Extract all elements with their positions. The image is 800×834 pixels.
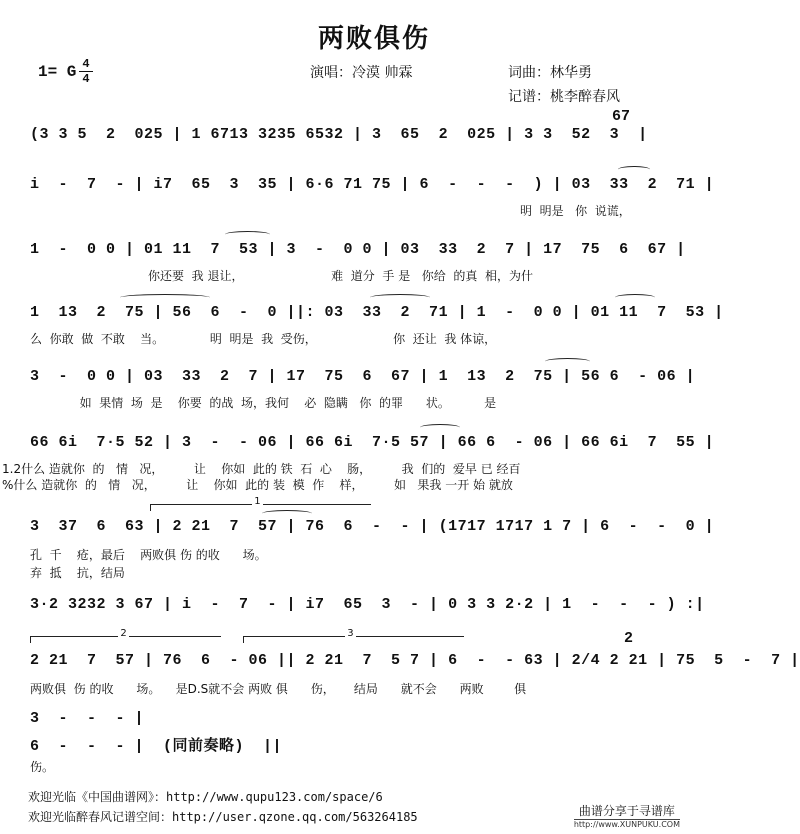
lyric-line: 么 你敢 做 不敢 当。 明 明是 我 受伤， 你 还让 我 体谅， [30,332,497,346]
lyric-line: 明 明是 你 说谎， [520,204,631,218]
tie-mark [120,294,210,301]
notation-line: 6 - - - | (同前奏略) || [30,738,283,755]
lyric-line: 伤。 [30,760,55,774]
tie-mark [370,294,430,301]
song-title: 两败俱伤 [318,24,431,54]
volta-bracket [243,628,464,643]
footer-link-line-2[interactable]: 欢迎光临醉春风记谱空间：http://user.qzone.qq.com/563264185 [28,810,418,824]
watermark-label: 曲谱分享于寻谱库 [578,804,675,818]
tie-mark [262,510,312,517]
notation-line: i - 7 - | i7 65 3 35 | 6·6 71 75 | 6 - - - ) | 03 33 2 71 | [30,176,715,193]
watermark-url[interactable]: http://www.XUNPUKU.COM [573,820,680,829]
transcriber-credit: 记谱：桃李醉春风 [508,89,620,105]
footer-link-line-1[interactable]: 欢迎光临《中国曲谱网》：http://www.qupu123.com/space/6 [28,790,383,804]
volta-number: 2 [120,628,127,639]
notation-line: (3 3 5 2 025 | 1 6713 3235 6532 | 3 65 2 025 | 3 3 52 3 | [30,126,648,143]
key-signature: 1= G [38,63,77,81]
tie-mark [615,294,655,301]
composer-credit: 词曲：林华勇 [508,65,592,81]
time-signature-bottom: 4 [82,72,90,86]
lyric-line-verse-2: %什么 造就你 的 情 况， 让 你如 此的 装 模 作 样， 如 果我 一开 始 就放 [2,478,513,492]
volta-bracket [150,496,371,511]
tie-mark [225,231,270,238]
notation-line: 3·2 3232 3 67 | i - 7 - | i7 65 3 - | 0 3 3 2·2 | 1 - - - ) :| [30,596,705,613]
tie-mark [618,166,650,173]
notation-line: 3 - - - | [30,710,145,727]
lyric-line-verse-1: 孔 千 疮，最后 两败俱 伤 的收 场。 [30,548,267,562]
grace-notes: 67 [612,108,631,125]
volta-number: 1 [254,496,261,507]
lyric-line-verse-1: 1.2什么 造就你 的 情 况， 让 你如 此的 铁 石 心 肠， 我 们的 爱早 已 经百 [2,462,521,476]
singer-credit: 演唱：冷漠 帅霖 [310,65,413,81]
notation-line: 3 37 6 63 | 2 21 7 57 | 76 6 - - | (1717 1717 1 7 | 6 - - 0 | [30,518,715,535]
grace-notes: 2 [624,630,634,647]
time-signature-top: 4 [82,57,90,71]
notation-line: 1 13 2 75 | 56 6 - 0 ||: 03 33 2 71 | 1 - 0 0 | 01 11 7 53 | [30,304,724,321]
notation-line: 1 - 0 0 | 01 11 7 53 | 3 - 0 0 | 03 33 2 7 | 17 75 6 67 | [30,241,686,258]
notation-line: 2 21 7 57 | 76 6 - 06 || 2 21 7 5 7 | 6 - - 63 | 2/4 2 21 | 75 5 - 7 | [30,652,800,669]
volta-number: 3 [347,628,354,639]
site-watermark[interactable] [574,802,680,829]
volta-bracket [30,628,221,643]
lyric-line-verse-2: 弃 抵 抗，结局 [30,566,125,580]
tie-mark [420,424,460,431]
lyric-line: 两败俱 伤 的收 场。 是D.S就不会 两败 俱 伤， 结局 就不会 两败 俱 [30,682,527,696]
notation-line: 66 6i 7·5 52 | 3 - - 06 | 66 6i 7·5 57 | 66 6 - 06 | 66 6i 7 55 | [30,434,715,451]
lyric-line: 你还要 我 退让， 难 道分 手 是 你给 的真 相，为什 [148,269,533,283]
time-signature [79,58,93,85]
notation-line: 3 - 0 0 | 03 33 2 7 | 17 75 6 67 | 1 13 2 75 | 56 6 - 06 | [30,368,696,385]
lyric-line: 如 果情 场 是 你要 的战 场，我何 必 隐瞒 你 的罪 状。 是 [30,396,497,410]
tie-mark [545,358,590,365]
